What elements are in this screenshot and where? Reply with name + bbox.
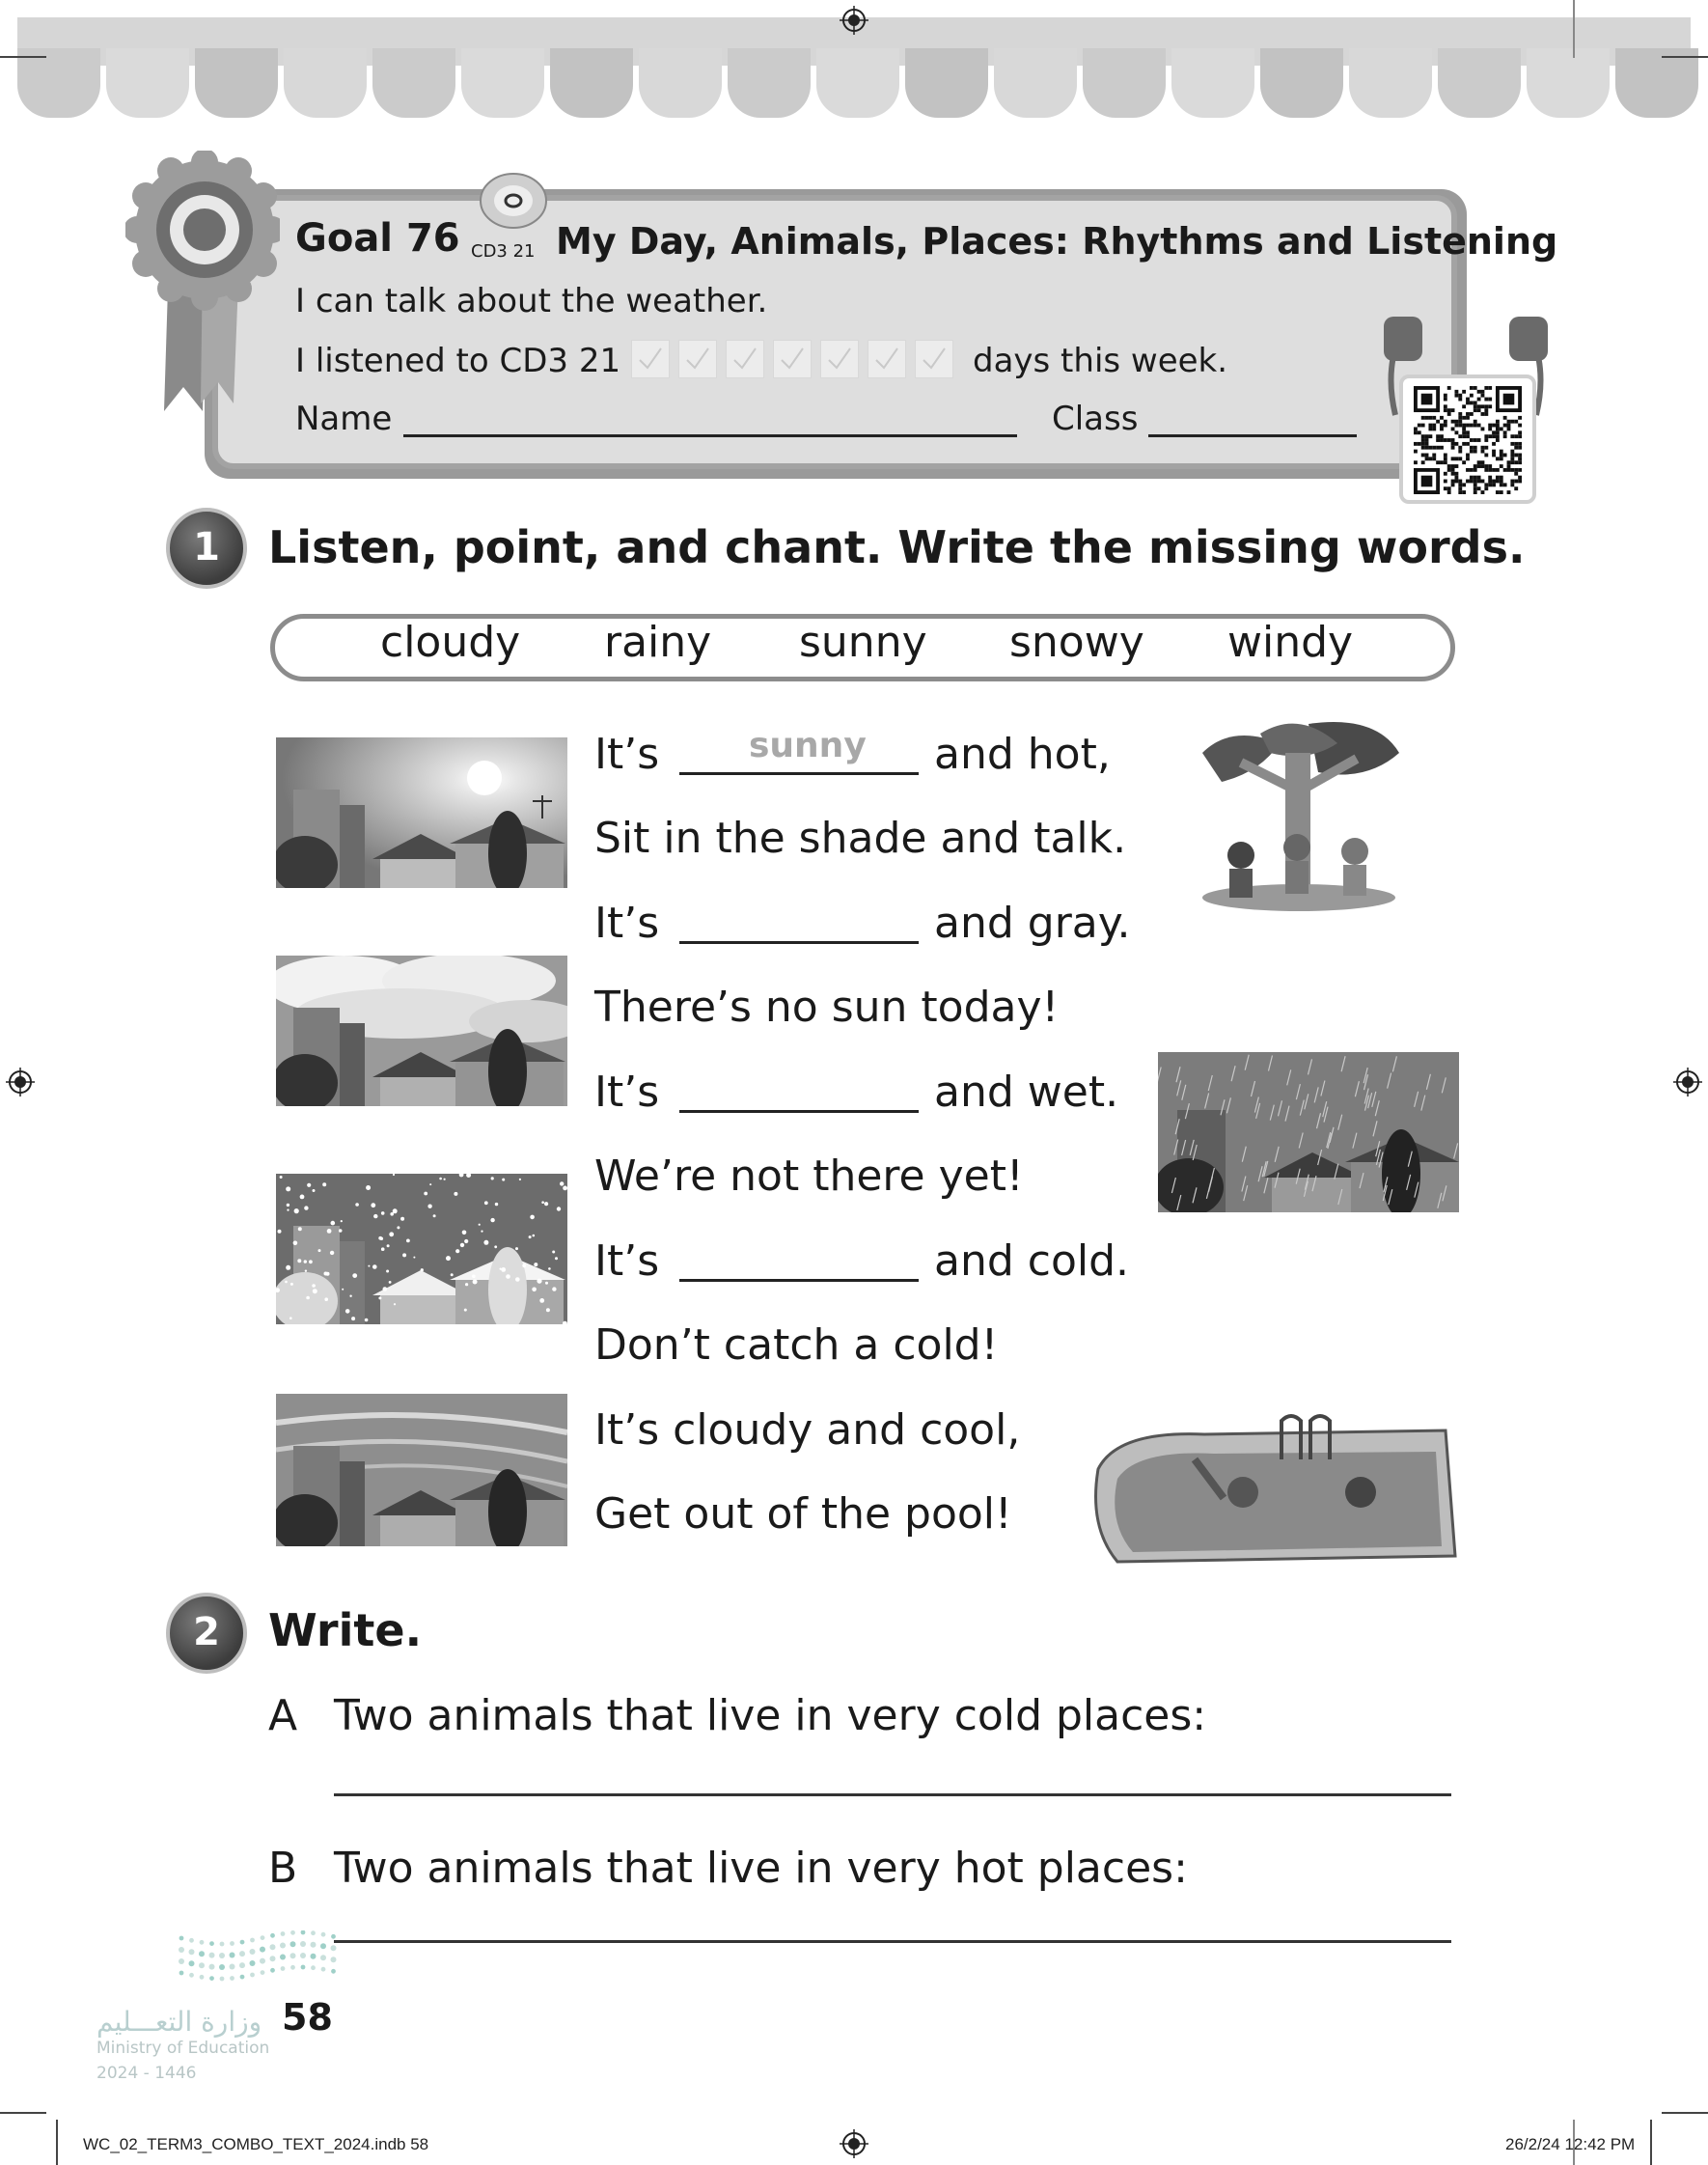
item-letter: B [268, 1844, 298, 1893]
chant-line: Get out of the pool! [594, 1489, 1012, 1539]
qr-code-frame[interactable] [1399, 375, 1536, 504]
class-field[interactable] [1148, 434, 1357, 437]
windy-picture [276, 1394, 567, 1546]
crop-mark [1662, 2112, 1708, 2114]
class-label: Class [1052, 400, 1139, 438]
answer-blank[interactable] [679, 1279, 919, 1282]
ministry-year: 2024 - 1446 [96, 2064, 197, 2083]
ministry-logo-icon [176, 1930, 345, 1988]
crop-mark [0, 56, 46, 58]
rainy-picture [1158, 1052, 1459, 1212]
ministry-name-arabic: وزارة التعـــليم [96, 2006, 262, 2038]
answer-line[interactable] [334, 1940, 1451, 1943]
answer-blank[interactable] [679, 1110, 919, 1113]
checkmark-icon [727, 341, 763, 377]
word-bank-word: sunny [799, 618, 927, 667]
goal-label: Goal 76 [295, 216, 460, 261]
awning-scallop [1527, 48, 1610, 118]
word-bank-word: cloudy [380, 618, 521, 667]
snowy-picture [276, 1174, 567, 1324]
qr-code-icon[interactable] [1411, 386, 1525, 494]
checkmark-icon [821, 341, 858, 377]
rosette-icon [125, 151, 280, 421]
registration-mark-icon [1673, 1068, 1702, 1096]
awning-scallop [1260, 48, 1343, 118]
registration-mark-icon [6, 1068, 35, 1096]
checkmark-icon [916, 341, 952, 377]
item-prompt: Two animals that live in very hot places: [334, 1844, 1188, 1893]
exercise-1-instruction: Listen, point, and chant. Write the missing words. [268, 521, 1526, 573]
awning-scallop [1171, 48, 1254, 118]
awning-scallop [639, 48, 722, 118]
chant-line-before: It’s [594, 1236, 660, 1286]
checkmark-icon [774, 341, 811, 377]
chant-line-after: and hot, [934, 730, 1111, 779]
chant-line: Don’t catch a cold! [594, 1320, 999, 1370]
page-number: 58 [282, 1996, 333, 2039]
can-do-statement: I can talk about the weather. [295, 282, 768, 320]
answer-line[interactable] [334, 1793, 1451, 1796]
sunny-picture [276, 737, 567, 888]
listening-day-checkbox[interactable] [868, 340, 906, 378]
chant-line-after: and cold. [934, 1236, 1130, 1286]
chant-line-after: and wet. [934, 1068, 1119, 1117]
chant-line: Sit in the shade and talk. [594, 814, 1127, 863]
awning-scallop [816, 48, 899, 118]
cd-icon [475, 166, 552, 234]
awning-scallop [17, 48, 100, 118]
listening-day-checkbox[interactable] [820, 340, 859, 378]
exercise-number-badge: 2 [166, 1593, 247, 1674]
listening-day-checkbox[interactable] [773, 340, 812, 378]
crop-mark [1650, 2120, 1652, 2165]
goal-title: My Day, Animals, Places: Rhythms and Listening [556, 220, 1558, 263]
example-answer: sunny [749, 726, 867, 765]
windy-tree-picture [1193, 714, 1405, 913]
awning-scallop [550, 48, 633, 118]
awning-scallop [905, 48, 988, 118]
awning-scallop [1438, 48, 1521, 118]
cloudy-picture [276, 956, 567, 1106]
awning-scallop [728, 48, 811, 118]
word-bank-word: windy [1227, 618, 1354, 667]
pool-picture [1088, 1411, 1459, 1566]
name-label: Name [295, 400, 393, 438]
word-bank-word: snowy [1009, 618, 1144, 667]
checkmark-icon [868, 341, 905, 377]
exercise-2-instruction: Write. [268, 1604, 423, 1656]
registration-mark-icon [840, 6, 868, 35]
cd-track-label: CD3 21 [471, 241, 536, 262]
listened-suffix: days this week. [973, 342, 1228, 380]
awning-scallop [1083, 48, 1166, 118]
name-field[interactable] [403, 434, 1017, 437]
exercise-number-badge: 1 [166, 508, 247, 589]
awning-scallop [195, 48, 278, 118]
awning-scallop [1349, 48, 1432, 118]
chant-line-before: It’s [594, 1068, 660, 1117]
chant-line-before: It’s [594, 730, 660, 779]
registration-mark-icon [840, 2129, 868, 2158]
chant-line: We’re not there yet! [594, 1152, 1024, 1201]
listened-prefix: I listened to CD3 21 [295, 342, 621, 380]
awning-scallop [1615, 48, 1698, 118]
awning-scallop [994, 48, 1077, 118]
item-prompt: Two animals that live in very cold places: [334, 1691, 1207, 1740]
answer-blank[interactable] [679, 772, 919, 775]
listening-day-checkbox[interactable] [678, 340, 717, 378]
print-slug-file: WC_02_TERM3_COMBO_TEXT_2024.indb 58 [83, 2135, 429, 2153]
listening-day-checkbox[interactable] [726, 340, 764, 378]
chant-line-before: It’s [594, 899, 660, 948]
checkmark-icon [632, 341, 669, 377]
awning-scallop [106, 48, 189, 118]
chant-line: It’s cloudy and cool, [594, 1405, 1021, 1455]
listening-day-checkbox[interactable] [631, 340, 670, 378]
chant-line-after: and gray. [934, 899, 1131, 948]
crop-mark [0, 2112, 46, 2114]
listening-day-checkbox[interactable] [915, 340, 953, 378]
awning-scallop [372, 48, 455, 118]
chant-line: There’s no sun today! [594, 983, 1060, 1032]
word-bank-word: rainy [604, 618, 712, 667]
crop-mark [1573, 0, 1575, 58]
answer-blank[interactable] [679, 941, 919, 944]
awning-scallop [461, 48, 544, 118]
crop-mark [56, 2120, 58, 2165]
crop-mark [1662, 56, 1708, 58]
item-letter: A [268, 1691, 298, 1740]
checkmark-icon [679, 341, 716, 377]
print-slug-date: 26/2/24 12:42 PM [1505, 2135, 1636, 2153]
ministry-name-english: Ministry of Education [96, 2039, 270, 2058]
awning-scallop [284, 48, 367, 118]
